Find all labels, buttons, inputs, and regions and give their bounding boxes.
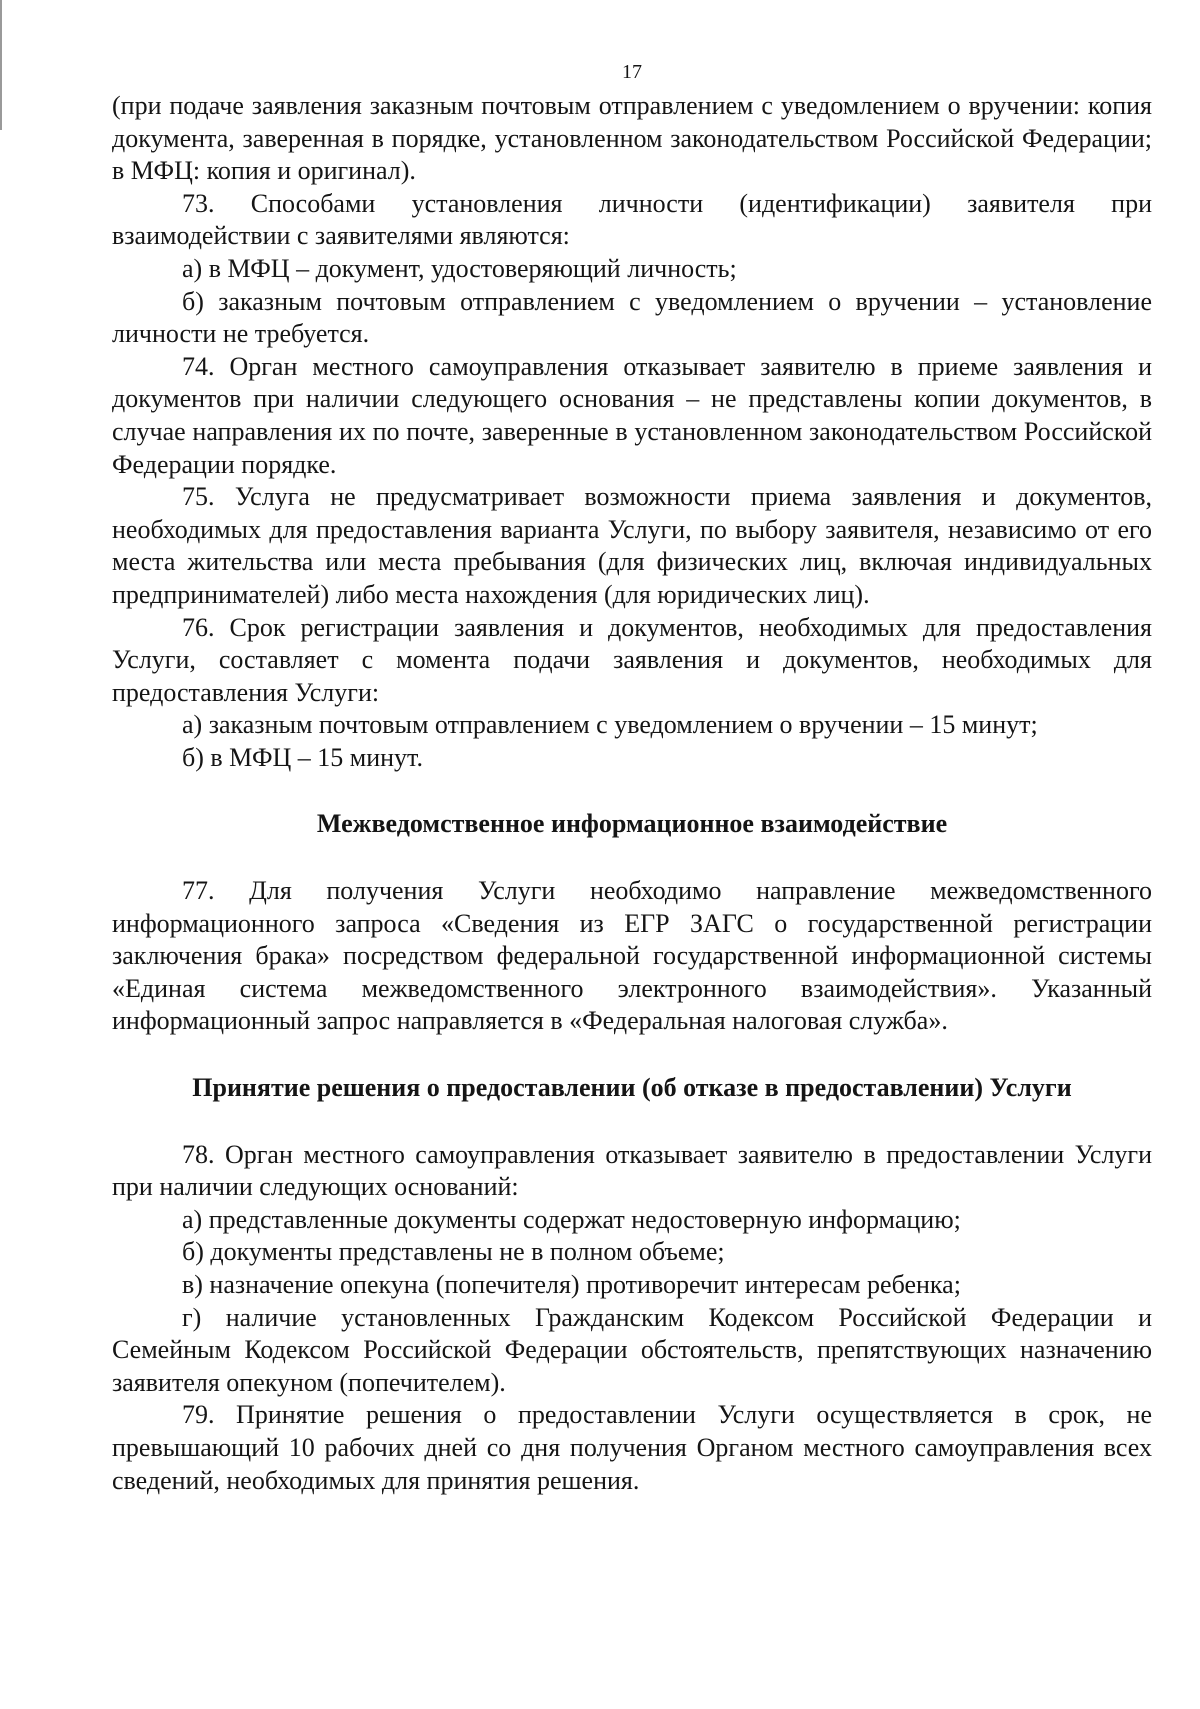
scan-edge bbox=[0, 0, 2, 130]
paragraph-76: 76. Срок регистрации заявления и документов, необходимых для предоставления Услуги, составляет с момента подачи заявления и документов, необходимых для предоставления Услуги: bbox=[112, 612, 1152, 707]
page-number: 17 bbox=[622, 61, 642, 83]
paragraph-continuation: (при подаче заявления заказным почтовым отправлением с уведомлением о вручении: копия документа, заверенная в порядке, установленном законодательством Российской Федерации; в МФЦ: копия и оригинал). bbox=[112, 91, 1152, 186]
list-item-78a: а) представленные документы содержат недостоверную информацию; bbox=[182, 1204, 961, 1234]
list-item-78b: б) документы представлены не в полном объеме; bbox=[182, 1237, 725, 1267]
paragraph-79: 79. Принятие решения о предоставлении Услуги осуществляется в срок, не превышающий 10 рабочих дней со дня получения Органом местного самоуправления всех сведений, необходимых для принятия решения. bbox=[112, 1400, 1152, 1495]
list-item-78c: в) назначение опекуна (попечителя) противоречит интересам ребенка; bbox=[182, 1270, 961, 1299]
section-heading-interagency: Межведомственное информационное взаимодействие bbox=[316, 809, 948, 839]
paragraph-78: 78. Орган местного самоуправления отказывает заявителю в предоставлении Услуги при наличии следующих оснований: bbox=[112, 1139, 1152, 1202]
list-item-76a: а) заказным почтовым отправлением с уведомлением о вручении – 15 минут; bbox=[182, 710, 1038, 740]
list-item-73b: б) заказным почтовым отправлением с уведомлением о вручении – установление личности не требуется. bbox=[112, 286, 1152, 349]
paragraph-73: 73. Способами установления личности (идентификации) заявителя при взаимодействии с заявителями являются: bbox=[112, 188, 1152, 251]
list-item-73a: а) в МФЦ – документ, удостоверяющий личность; bbox=[182, 253, 737, 283]
section-heading-decision: Принятие решения о предоставлении (об отказе в предоставлении) Услуги bbox=[192, 1073, 1072, 1103]
document-page bbox=[112, 58, 1152, 1497]
list-item-78d: г) наличие установленных Гражданским Кодексом Российской Федерации и Семейным Кодексом Российской Федерации обстоятельств, препятствующих назначению заявителя опекуном (попечителем). bbox=[112, 1302, 1152, 1397]
paragraph-74: 74. Орган местного самоуправления отказывает заявителю в приеме заявления и документов при наличии следующего основания – не представлены копии документов, в случае направления их по почте, заверенные в установленном законодательством Российской Федерации порядке. bbox=[112, 351, 1152, 479]
paragraph-77: 77. Для получения Услуги необходимо направление межведомственного информационного запроса «Сведения из ЕГР ЗАГС о государственной регистрации заключения брака» посредством федеральной государственной информационной системы «Единая система межведомственного электронного взаимодействия». Указанный информационный запрос направляется в «Федеральная налоговая служба». bbox=[112, 876, 1152, 1036]
paragraph-75: 75. Услуга не предусматривает возможности приема заявления и документов, необходимых для предоставления варианта Услуги, по выбору заявителя, независимо от его места жительства или места пребывания (для физических лиц, включая индивидуальных предпринимателей) либо места нахождения (для юридических лиц). bbox=[112, 482, 1152, 609]
list-item-76b: б) в МФЦ – 15 минут. bbox=[182, 742, 423, 772]
